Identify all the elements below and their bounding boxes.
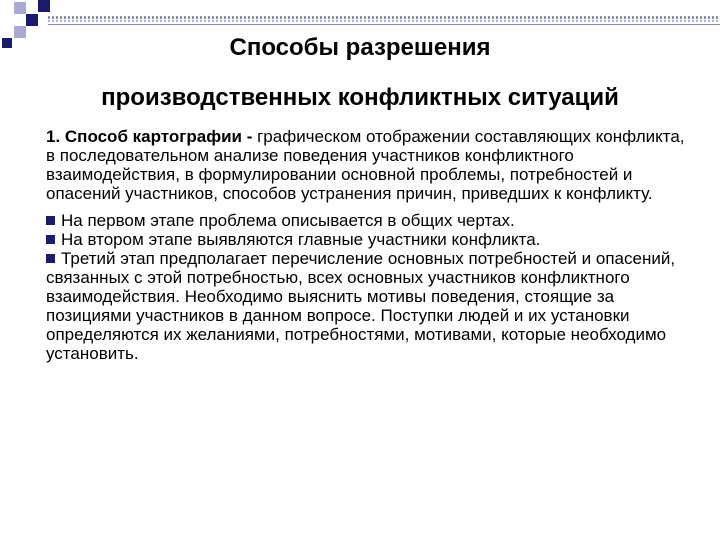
bullet-item [46, 211, 686, 230]
corner-square [14, 2, 26, 14]
intro-text: графическом отображении составляющих конфликта, в последовательном анализе поведения участников конфликтного взаимодействия, в формулировании основной проблемы, потребностей и опасений участников, способов устранения причин, приведших к конфликту. [46, 127, 685, 203]
slide-title-line-1: Способы разрешения [229, 34, 491, 61]
intro-lead: 1. Способ картографии - [46, 127, 258, 146]
bullet-item [46, 230, 686, 249]
square-bullet-icon [46, 254, 55, 263]
square-bullet-icon [46, 216, 55, 225]
slide-body [46, 127, 686, 363]
intro-paragraph [46, 127, 686, 203]
corner-square [38, 0, 50, 12]
bullet-text: На первом этапе проблема описывается в общих чертах. [61, 211, 515, 230]
slide-title-line-2: производственных конфликтных ситуаций [101, 84, 619, 111]
corner-square [26, 14, 38, 26]
header-rule [48, 24, 720, 25]
header-stripes [48, 16, 720, 19]
bullet-item [46, 249, 686, 363]
header-stripes-secondary [48, 20, 720, 22]
bullet-text: Третий этап предполагает перечисление основных потребностей и опасений, связанных с этой потребностью, всех основных участников конфликтного взаимодействия. Необходимо выяснить мотивы поведения, стоящие за позициями участников в данном вопросе. Поступки людей и их установки определяются их желаниями, потребностями, мотивами, которые необходимо установить. [46, 249, 676, 363]
square-bullet-icon [46, 235, 55, 244]
bullet-text: На втором этапе выявляются главные участники конфликта. [61, 230, 541, 249]
